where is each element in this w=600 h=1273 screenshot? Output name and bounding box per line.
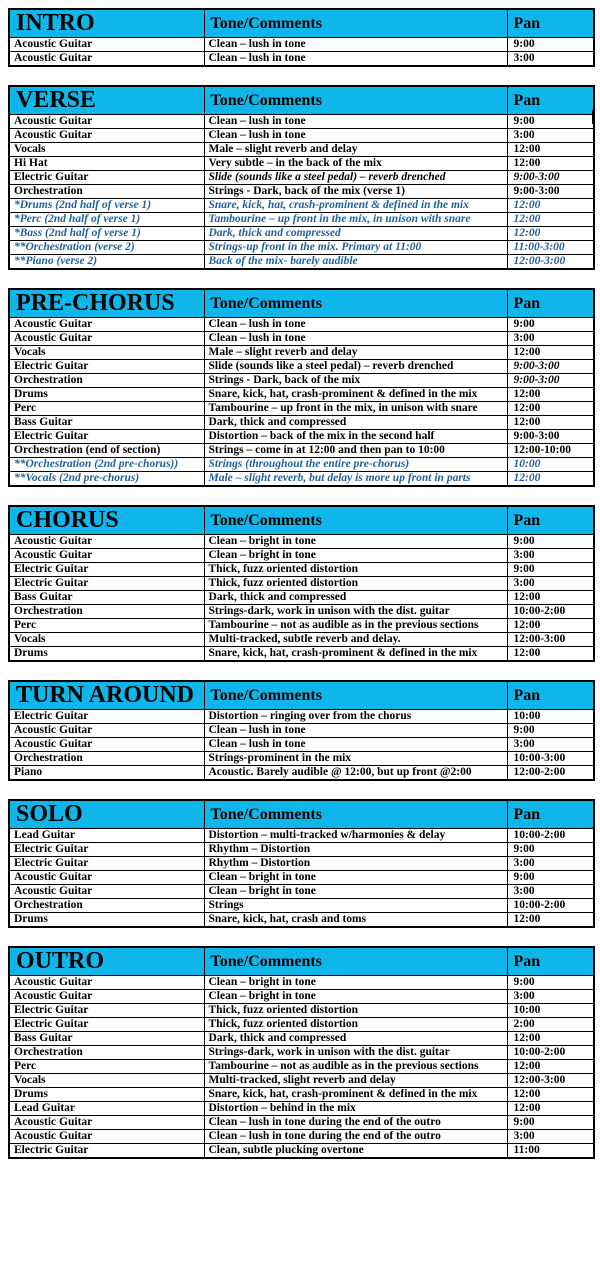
instrument-cell: Hi Hat bbox=[9, 157, 204, 171]
pan-cell: 12:00 bbox=[507, 143, 594, 157]
pan-cell: 3:00 bbox=[507, 577, 594, 591]
instrument-cell: Orchestration bbox=[9, 752, 204, 766]
tone-comment-cell: Snare, kick, hat, crash-prominent & defined in the mix bbox=[204, 388, 507, 402]
instrument-cell: Acoustic Guitar bbox=[9, 976, 204, 990]
tone-comment-cell: Clean – lush in tone bbox=[204, 738, 507, 752]
instrument-cell: Acoustic Guitar bbox=[9, 549, 204, 563]
instrument-cell: *Bass (2nd half of verse 1) bbox=[9, 227, 204, 241]
column-header-pan: Pan bbox=[507, 800, 594, 829]
table-row bbox=[9, 549, 594, 563]
table-row bbox=[9, 563, 594, 577]
table-row bbox=[9, 360, 594, 374]
instrument-cell: Electric Guitar bbox=[9, 1144, 204, 1159]
table-row bbox=[9, 416, 594, 430]
pan-cell: 3:00 bbox=[507, 990, 594, 1004]
pan-cell: 9:00 bbox=[507, 976, 594, 990]
tone-comment-cell: Tambourine – not as audible as in the previous sections bbox=[204, 1060, 507, 1074]
tone-comment-cell: Snare, kick, hat, crash-prominent & defined in the mix bbox=[204, 1088, 507, 1102]
pan-cell: 10:00 bbox=[507, 458, 594, 472]
table-row bbox=[9, 185, 594, 199]
tone-comment-cell: Strings-prominent in the mix bbox=[204, 752, 507, 766]
table-row bbox=[9, 157, 594, 171]
instrument-cell: Orchestration (end of section) bbox=[9, 444, 204, 458]
instrument-cell: **Orchestration (verse 2) bbox=[9, 241, 204, 255]
pan-cell: 12:00 bbox=[507, 402, 594, 416]
instrument-cell: Vocals bbox=[9, 346, 204, 360]
table-row bbox=[9, 241, 594, 255]
instrument-cell: Electric Guitar bbox=[9, 360, 204, 374]
tone-comment-cell: Very subtle – in the back of the mix bbox=[204, 157, 507, 171]
pan-cell: 12:00 bbox=[507, 1032, 594, 1046]
tone-comment-cell: Distortion – behind in the mix bbox=[204, 1102, 507, 1116]
pan-cell: 3:00 bbox=[507, 857, 594, 871]
table-row bbox=[9, 374, 594, 388]
pan-cell: 10:00-2:00 bbox=[507, 605, 594, 619]
table-row bbox=[9, 871, 594, 885]
pan-cell: 12:00 bbox=[507, 1102, 594, 1116]
pan-cell: 3:00 bbox=[507, 52, 594, 67]
table-row bbox=[9, 591, 594, 605]
section-header-row bbox=[9, 681, 594, 710]
table-row bbox=[9, 143, 594, 157]
instrument-cell: Electric Guitar bbox=[9, 710, 204, 724]
pan-cell: 9:00 bbox=[507, 563, 594, 577]
pan-cell: 9:00-3:00 bbox=[507, 374, 594, 388]
section-table bbox=[8, 288, 595, 487]
tone-comment-cell: Clean – lush in tone bbox=[204, 52, 507, 67]
pan-cell: 12:00 bbox=[507, 157, 594, 171]
column-header-pan: Pan bbox=[507, 9, 594, 38]
section-header-row bbox=[9, 9, 594, 38]
instrument-cell: Electric Guitar bbox=[9, 430, 204, 444]
table-row bbox=[9, 346, 594, 360]
table-row bbox=[9, 1130, 594, 1144]
table-row bbox=[9, 402, 594, 416]
tone-comment-cell: Clean – lush in tone bbox=[204, 129, 507, 143]
table-row bbox=[9, 647, 594, 662]
pan-cell: 12:00 bbox=[507, 1060, 594, 1074]
tone-comment-cell: Multi-tracked, subtle reverb and delay. bbox=[204, 633, 507, 647]
tone-comment-cell: Clean – bright in tone bbox=[204, 549, 507, 563]
instrument-cell: Acoustic Guitar bbox=[9, 871, 204, 885]
section-table bbox=[8, 8, 595, 67]
pan-cell: 12:00-3:00 bbox=[507, 255, 594, 270]
table-row bbox=[9, 899, 594, 913]
pan-cell: 12:00 bbox=[507, 472, 594, 487]
pan-cell: 12:00 bbox=[507, 591, 594, 605]
table-row bbox=[9, 1116, 594, 1130]
table-row bbox=[9, 1144, 594, 1159]
instrument-cell: Acoustic Guitar bbox=[9, 535, 204, 549]
tone-comment-cell: Distortion – multi-tracked w/harmonies & delay bbox=[204, 829, 507, 843]
tone-comment-cell: Snare, kick, hat, crash and toms bbox=[204, 913, 507, 928]
pan-cell: 12:00-10:00 bbox=[507, 444, 594, 458]
pan-cell: 9:00-3:00 bbox=[507, 360, 594, 374]
instrument-cell: Electric Guitar bbox=[9, 1018, 204, 1032]
tone-comment-cell: Clean – lush in tone bbox=[204, 724, 507, 738]
instrument-cell: Acoustic Guitar bbox=[9, 332, 204, 346]
tone-comment-cell: Tambourine – up front in the mix, in unison with snare bbox=[204, 213, 507, 227]
tone-comment-cell: Slide (sounds like a steel pedal) – reverb drenched bbox=[204, 171, 507, 185]
tone-comment-cell: Distortion – ringing over from the chorus bbox=[204, 710, 507, 724]
tone-comment-cell: Clean – bright in tone bbox=[204, 871, 507, 885]
pan-cell: 9:00 bbox=[507, 115, 594, 129]
instrument-cell: **Orchestration (2nd pre-chorus)) bbox=[9, 458, 204, 472]
instrument-cell: Acoustic Guitar bbox=[9, 318, 204, 332]
table-row bbox=[9, 710, 594, 724]
tone-comment-cell: Dark, thick and compressed bbox=[204, 591, 507, 605]
table-row bbox=[9, 171, 594, 185]
instrument-cell: Lead Guitar bbox=[9, 1102, 204, 1116]
table-row bbox=[9, 766, 594, 781]
table-row bbox=[9, 577, 594, 591]
section-table bbox=[8, 505, 595, 662]
tone-comment-cell: Rhythm – Distortion bbox=[204, 843, 507, 857]
section-header-row bbox=[9, 947, 594, 976]
column-header-tone-comments: Tone/Comments bbox=[204, 9, 507, 38]
instrument-cell: Drums bbox=[9, 388, 204, 402]
instrument-cell: Electric Guitar bbox=[9, 1004, 204, 1018]
column-header-tone-comments: Tone/Comments bbox=[204, 800, 507, 829]
instrument-cell: Drums bbox=[9, 647, 204, 662]
table-row bbox=[9, 213, 594, 227]
tone-comment-cell: Clean – lush in tone during the end of the outro bbox=[204, 1130, 507, 1144]
table-row bbox=[9, 913, 594, 928]
pan-cell: 9:00 bbox=[507, 871, 594, 885]
pan-cell: 9:00 bbox=[507, 318, 594, 332]
tone-comment-cell: Strings-dark, work in unison with the dist. guitar bbox=[204, 605, 507, 619]
pan-cell: 9:00 bbox=[507, 1116, 594, 1130]
section-title: VERSE bbox=[9, 86, 204, 115]
table-row bbox=[9, 227, 594, 241]
instrument-cell: Lead Guitar bbox=[9, 829, 204, 843]
section-title: PRE-CHORUS bbox=[9, 289, 204, 318]
table-row bbox=[9, 535, 594, 549]
section-header-row bbox=[9, 506, 594, 535]
pan-cell: 3:00 bbox=[507, 549, 594, 563]
table-row bbox=[9, 885, 594, 899]
table-row bbox=[9, 1102, 594, 1116]
pan-cell: 12:00 bbox=[507, 1088, 594, 1102]
table-row bbox=[9, 115, 594, 129]
instrument-cell: Vocals bbox=[9, 143, 204, 157]
table-row bbox=[9, 829, 594, 843]
pan-cell: 3:00 bbox=[507, 885, 594, 899]
section-table bbox=[8, 799, 595, 928]
pan-cell: 9:00-3:00 bbox=[507, 430, 594, 444]
section-table bbox=[8, 85, 595, 270]
tone-comment-cell: Male – slight reverb and delay bbox=[204, 346, 507, 360]
instrument-cell: Electric Guitar bbox=[9, 171, 204, 185]
tone-comment-cell: Strings-dark, work in unison with the dist. guitar bbox=[204, 1046, 507, 1060]
tone-comment-cell: Thick, fuzz oriented distortion bbox=[204, 563, 507, 577]
pan-cell: 12:00-3:00 bbox=[507, 633, 594, 647]
tone-comment-cell: Strings-up front in the mix. Primary at 11:00 bbox=[204, 241, 507, 255]
instrument-cell: Acoustic Guitar bbox=[9, 990, 204, 1004]
instrument-cell: Vocals bbox=[9, 633, 204, 647]
tone-comment-cell: Clean – lush in tone bbox=[204, 115, 507, 129]
section-title: OUTRO bbox=[9, 947, 204, 976]
table-row bbox=[9, 1088, 594, 1102]
table-row bbox=[9, 199, 594, 213]
table-row bbox=[9, 129, 594, 143]
instrument-cell: Acoustic Guitar bbox=[9, 1130, 204, 1144]
table-row bbox=[9, 633, 594, 647]
pan-cell: 12:00-3:00 bbox=[507, 1074, 594, 1088]
table-row bbox=[9, 1074, 594, 1088]
pan-cell: 3:00 bbox=[507, 129, 594, 143]
section-table bbox=[8, 680, 595, 781]
tone-comment-cell: Strings bbox=[204, 899, 507, 913]
table-row bbox=[9, 1060, 594, 1074]
tone-comment-cell: Back of the mix- barely audible bbox=[204, 255, 507, 270]
tone-comment-cell: Slide (sounds like a steel pedal) – reverb drenched bbox=[204, 360, 507, 374]
instrument-cell: **Piano (verse 2) bbox=[9, 255, 204, 270]
instrument-cell: Perc bbox=[9, 402, 204, 416]
column-header-pan: Pan bbox=[507, 86, 594, 115]
instrument-cell: Acoustic Guitar bbox=[9, 38, 204, 52]
table-row bbox=[9, 843, 594, 857]
table-row bbox=[9, 38, 594, 52]
tone-comment-cell: Strings (throughout the entire pre-chorus) bbox=[204, 458, 507, 472]
instrument-cell: Drums bbox=[9, 913, 204, 928]
instrument-cell: Perc bbox=[9, 1060, 204, 1074]
section-title: INTRO bbox=[9, 9, 204, 38]
instrument-cell: Acoustic Guitar bbox=[9, 129, 204, 143]
instrument-cell: Acoustic Guitar bbox=[9, 724, 204, 738]
tone-comment-cell: Clean – bright in tone bbox=[204, 535, 507, 549]
tone-comment-cell: Thick, fuzz oriented distortion bbox=[204, 1018, 507, 1032]
table-row bbox=[9, 430, 594, 444]
instrument-cell: Orchestration bbox=[9, 605, 204, 619]
instrument-cell: Drums bbox=[9, 1088, 204, 1102]
tone-comment-cell: Rhythm – Distortion bbox=[204, 857, 507, 871]
column-header-pan: Pan bbox=[507, 289, 594, 318]
tone-comment-cell: Tambourine – up front in the mix, in unison with snare bbox=[204, 402, 507, 416]
tone-comment-cell: Clean – lush in tone bbox=[204, 318, 507, 332]
instrument-cell: Bass Guitar bbox=[9, 1032, 204, 1046]
table-row bbox=[9, 724, 594, 738]
tone-comment-cell: Acoustic. Barely audible @ 12:00, but up front @2:00 bbox=[204, 766, 507, 781]
table-row bbox=[9, 619, 594, 633]
section-header-row bbox=[9, 800, 594, 829]
pan-cell: 12:00 bbox=[507, 346, 594, 360]
instrument-cell: Acoustic Guitar bbox=[9, 738, 204, 752]
table-row bbox=[9, 1046, 594, 1060]
table-row bbox=[9, 332, 594, 346]
column-header-tone-comments: Tone/Comments bbox=[204, 947, 507, 976]
tone-comment-cell: Dark, thick and compressed bbox=[204, 1032, 507, 1046]
pan-cell: 10:00-2:00 bbox=[507, 1046, 594, 1060]
tone-comment-cell: Strings – come in at 12:00 and then pan to 10:00 bbox=[204, 444, 507, 458]
section-title: CHORUS bbox=[9, 506, 204, 535]
tone-comment-cell: Clean – lush in tone during the end of the outro bbox=[204, 1116, 507, 1130]
tone-comment-cell: Tambourine – not as audible as in the previous sections bbox=[204, 619, 507, 633]
pan-cell: 11:00-3:00 bbox=[507, 241, 594, 255]
instrument-cell: *Perc (2nd half of verse 1) bbox=[9, 213, 204, 227]
mix-sheet-tables-container bbox=[8, 8, 593, 1159]
table-row bbox=[9, 255, 594, 270]
tone-comment-cell: Thick, fuzz oriented distortion bbox=[204, 1004, 507, 1018]
table-row bbox=[9, 472, 594, 487]
table-row bbox=[9, 752, 594, 766]
instrument-cell: Acoustic Guitar bbox=[9, 115, 204, 129]
pan-cell: 10:00-2:00 bbox=[507, 899, 594, 913]
instrument-cell: Orchestration bbox=[9, 185, 204, 199]
instrument-cell: Perc bbox=[9, 619, 204, 633]
pan-cell: 12:00 bbox=[507, 416, 594, 430]
pan-cell: 9:00-3:00 bbox=[507, 185, 594, 199]
table-row bbox=[9, 388, 594, 402]
text-cursor-marker bbox=[592, 110, 595, 124]
tone-comment-cell: Thick, fuzz oriented distortion bbox=[204, 577, 507, 591]
tone-comment-cell: Dark, thick and compressed bbox=[204, 416, 507, 430]
instrument-cell: Acoustic Guitar bbox=[9, 885, 204, 899]
instrument-cell: Orchestration bbox=[9, 1046, 204, 1060]
instrument-cell: Orchestration bbox=[9, 899, 204, 913]
table-row bbox=[9, 1004, 594, 1018]
pan-cell: 12:00 bbox=[507, 199, 594, 213]
instrument-cell: Electric Guitar bbox=[9, 857, 204, 871]
table-row bbox=[9, 444, 594, 458]
column-header-tone-comments: Tone/Comments bbox=[204, 86, 507, 115]
pan-cell: 12:00 bbox=[507, 213, 594, 227]
pan-cell: 9:00 bbox=[507, 38, 594, 52]
section-header-row bbox=[9, 86, 594, 115]
tone-comment-cell: Snare, kick, hat, crash-prominent & defined in the mix bbox=[204, 199, 507, 213]
pan-cell: 9:00 bbox=[507, 535, 594, 549]
table-row bbox=[9, 990, 594, 1004]
instrument-cell: Electric Guitar bbox=[9, 843, 204, 857]
section-table bbox=[8, 946, 595, 1159]
instrument-cell: **Vocals (2nd pre-chorus) bbox=[9, 472, 204, 487]
column-header-tone-comments: Tone/Comments bbox=[204, 289, 507, 318]
column-header-pan: Pan bbox=[507, 506, 594, 535]
tone-comment-cell: Clean – bright in tone bbox=[204, 976, 507, 990]
table-row bbox=[9, 857, 594, 871]
instrument-cell: *Drums (2nd half of verse 1) bbox=[9, 199, 204, 213]
instrument-cell: Vocals bbox=[9, 1074, 204, 1088]
instrument-cell: Acoustic Guitar bbox=[9, 1116, 204, 1130]
pan-cell: 9:00 bbox=[507, 843, 594, 857]
section-title: SOLO bbox=[9, 800, 204, 829]
tone-comment-cell: Male – slight reverb and delay bbox=[204, 143, 507, 157]
instrument-cell: Acoustic Guitar bbox=[9, 52, 204, 67]
pan-cell: 12:00 bbox=[507, 913, 594, 928]
tone-comment-cell: Clean, subtle plucking overtone bbox=[204, 1144, 507, 1159]
instrument-cell: Electric Guitar bbox=[9, 577, 204, 591]
pan-cell: 2:00 bbox=[507, 1018, 594, 1032]
pan-cell: 3:00 bbox=[507, 738, 594, 752]
tone-comment-cell: Male – slight reverb, but delay is more up front in parts bbox=[204, 472, 507, 487]
pan-cell: 10:00-3:00 bbox=[507, 752, 594, 766]
tone-comment-cell: Clean – bright in tone bbox=[204, 885, 507, 899]
section-header-row bbox=[9, 289, 594, 318]
tone-comment-cell: Strings - Dark, back of the mix (verse 1) bbox=[204, 185, 507, 199]
table-row bbox=[9, 1018, 594, 1032]
table-row bbox=[9, 976, 594, 990]
pan-cell: 3:00 bbox=[507, 1130, 594, 1144]
pan-cell: 10:00 bbox=[507, 1004, 594, 1018]
column-header-tone-comments: Tone/Comments bbox=[204, 681, 507, 710]
column-header-tone-comments: Tone/Comments bbox=[204, 506, 507, 535]
pan-cell: 3:00 bbox=[507, 332, 594, 346]
pan-cell: 12:00 bbox=[507, 619, 594, 633]
table-row bbox=[9, 52, 594, 67]
table-row bbox=[9, 458, 594, 472]
tone-comment-cell: Strings - Dark, back of the mix bbox=[204, 374, 507, 388]
table-row bbox=[9, 318, 594, 332]
tone-comment-cell: Snare, kick, hat, crash-prominent & defined in the mix bbox=[204, 647, 507, 662]
column-header-pan: Pan bbox=[507, 947, 594, 976]
tone-comment-cell: Multi-tracked, slight reverb and delay bbox=[204, 1074, 507, 1088]
tone-comment-cell: Clean – lush in tone bbox=[204, 38, 507, 52]
section-title: TURN AROUND bbox=[9, 681, 204, 710]
instrument-cell: Bass Guitar bbox=[9, 591, 204, 605]
table-row bbox=[9, 1032, 594, 1046]
tone-comment-cell: Clean – bright in tone bbox=[204, 990, 507, 1004]
tone-comment-cell: Dark, thick and compressed bbox=[204, 227, 507, 241]
tone-comment-cell: Clean – lush in tone bbox=[204, 332, 507, 346]
instrument-cell: Electric Guitar bbox=[9, 563, 204, 577]
column-header-pan: Pan bbox=[507, 681, 594, 710]
instrument-cell: Orchestration bbox=[9, 374, 204, 388]
pan-cell: 12:00-2:00 bbox=[507, 766, 594, 781]
pan-cell: 12:00 bbox=[507, 647, 594, 662]
pan-cell: 11:00 bbox=[507, 1144, 594, 1159]
pan-cell: 10:00-2:00 bbox=[507, 829, 594, 843]
pan-cell: 12:00 bbox=[507, 388, 594, 402]
table-row bbox=[9, 605, 594, 619]
pan-cell: 12:00 bbox=[507, 227, 594, 241]
tone-comment-cell: Distortion – back of the mix in the second half bbox=[204, 430, 507, 444]
instrument-cell: Bass Guitar bbox=[9, 416, 204, 430]
pan-cell: 9:00-3:00 bbox=[507, 171, 594, 185]
instrument-cell: Piano bbox=[9, 766, 204, 781]
pan-cell: 10:00 bbox=[507, 710, 594, 724]
pan-cell: 9:00 bbox=[507, 724, 594, 738]
table-row bbox=[9, 738, 594, 752]
